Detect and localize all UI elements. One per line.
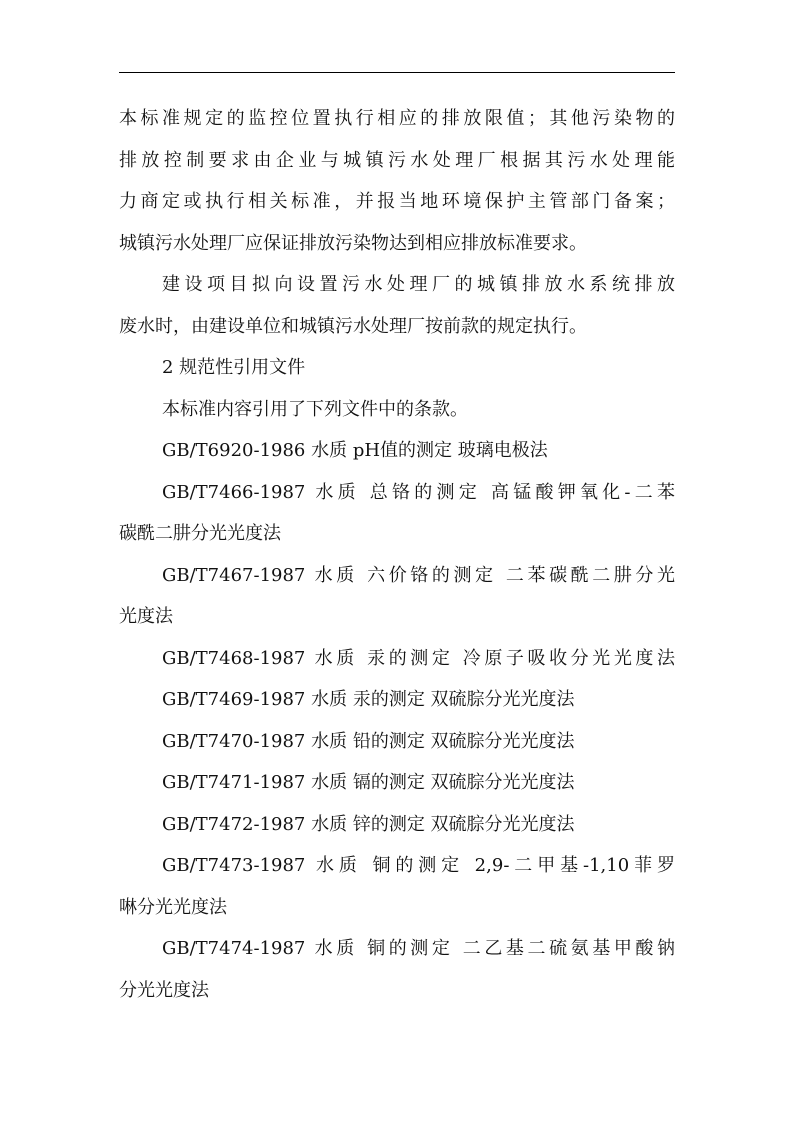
- text-line: 城镇污水处理厂应保证排放污染物达到相应排放标准要求。: [119, 232, 587, 254]
- reference-item: GB/T7466-1987 水质 总铬的测定 高锰酸钾氧化-二苯: [162, 481, 675, 503]
- reference-item: GB/T7470-1987 水质 铅的测定 双硫腙分光光度法: [162, 730, 575, 752]
- reference-item-continued: 啉分光光度法: [119, 896, 227, 918]
- text-line: 本标准规定的监控位置执行相应的排放限值；其他污染物的: [119, 108, 675, 129]
- reference-item: GB/T7474-1987 水质 铜的测定 二乙基二硫氨基甲酸钠: [162, 938, 675, 959]
- reference-item: GB/T6920-1986 水质 pH值的测定 玻璃电极法: [162, 440, 548, 461]
- text-line: 本标准内容引用了下列文件中的条款。: [162, 398, 468, 420]
- text-line: 力商定或执行相关标准，并报当地环境保护主管部门备案；: [119, 191, 675, 212]
- reference-item: GB/T7472-1987 水质 锌的测定 双硫腙分光光度法: [162, 813, 575, 835]
- reference-item: GB/T7467-1987 水质 六价铬的测定 二苯碳酰二肼分光: [162, 564, 675, 586]
- document-body: [119, 98, 675, 1011]
- reference-item-continued: 碳酰二肼分光光度法: [119, 523, 281, 544]
- header-rule: [119, 72, 675, 73]
- text-line: 废水时，由建设单位和城镇污水处理厂按前款的规定执行。: [119, 315, 587, 337]
- section-heading: 2 规范性引用文件: [162, 357, 306, 378]
- reference-item: GB/T7473-1987 水质 铜的测定 2,9-二甲基-1,10菲罗: [162, 855, 675, 876]
- reference-item-continued: 分光光度法: [119, 979, 209, 1001]
- reference-item: GB/T7469-1987 水质 汞的测定 双硫腙分光光度法: [162, 689, 575, 710]
- text-line: 排放控制要求由企业与城镇污水处理厂根据其污水处理能: [119, 149, 675, 171]
- reference-item: GB/T7468-1987 水质 汞的测定 冷原子吸收分光光度法: [162, 647, 675, 669]
- reference-item-continued: 光度法: [119, 606, 173, 627]
- reference-item: GB/T7471-1987 水质 镉的测定 双硫腙分光光度法: [162, 772, 575, 793]
- text-line: 建设项目拟向设置污水处理厂的城镇排放水系统排放: [162, 274, 675, 295]
